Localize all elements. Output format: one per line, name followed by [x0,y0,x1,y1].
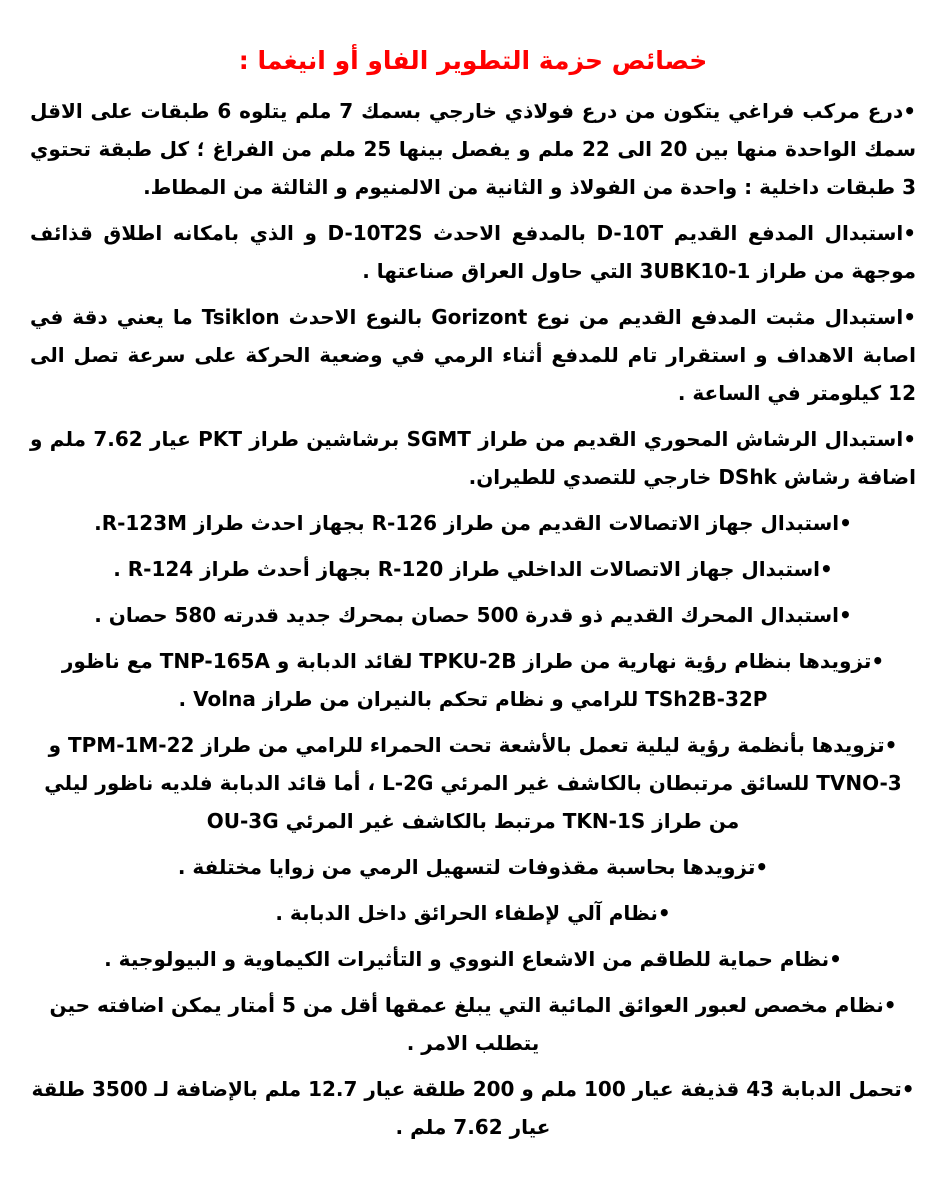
list-item-intercom: •استبدال جهاز الاتصالات الداخلي طراز R-120 بجهاز أحدث طراز R-124 . [113,557,833,581]
list-item-nbc-protection: •نظام حماية للطاقم من الاشعاع النووي و التأثيرات الكيماوية و البيولوجية . [104,947,842,971]
list-item-ballistic-computer: •تزويدها بحاسبة مقذوفات لتسهيل الرمي من زوايا مختلفة . [177,855,769,879]
list-item-stabilizer: •استبدال مثبت المدفع القديم من نوع Gorizont بالنوع الاحدث Tsiklon ما يعني دقة في اصابة الاهداف و استقرار تام للمدفع أثناء الرمي في وضعية الحركة على سرعة تصل الى 12 كيلومتر في الساعة . [30,305,916,405]
list-item-fire-suppression: •نظام آلي لإطفاء الحرائق داخل الدبابة . [275,901,671,925]
list-item-fording-kit: •نظام مخصص لعبور العوائق المائية التي يبلغ عمقها أقل من 5 أمتار يمكن اضافته حين يتطلب الامر . [49,993,897,1055]
list-item-day-sights: •تزويدها بنظام رؤية نهارية من طراز TPKU-2B لقائد الدبابة و TNP-165A مع ناظور TSh2B-32P للرامي و نظام تحكم بالنيران من طراز Volna . [61,649,885,711]
list-item-armor: •درع مركب فراغي يتكون من درع فولاذي خارجي بسمك 7 ملم يتلوه 6 طبقات على الاقل سمك الواحدة منها بين 20 الى 22 ملم و يفصل بينها 25 ملم من الفراغ ؛ كل طبقة تحتوي 3 طبقات داخلية : واحدة من الفولاذ و الثانية من الالمنيوم و الثالثة من المطاط. [30,99,916,199]
document-title: خصائص حزمة التطوير الفاو أو انيغما : [238,46,708,75]
list-item-night-sights: •تزويدها بأنظمة رؤية ليلية تعمل بالأشعة تحت الحمراء للرامي من طراز TPM-1M-22 و TVNO-3 للسائق مرتبطان بالكاشف غير المرئي L-2G ، أما قائد الدبابة فلديه ناظور ليلي من طراز TKN-1S مرتبط بالكاشف غير المرئي OU-3G [44,733,902,833]
list-item-engine: •استبدال المحرك القديم ذو قدرة 500 حصان بمحرك جديد قدرته 580 حصان . [94,603,852,627]
list-item-machine-guns: •استبدال الرشاش المحوري القديم من طراز SGMT برشاشين طراز PKT عيار 7.62 ملم و اضافة رشاش DShk خارجي للتصدي للطيران. [30,427,916,489]
list-item-ammunition: •تحمل الدبابة 43 قذيفة عيار 100 ملم و 200 طلقة عيار 12.7 ملم بالإضافة لـ 3500 طلقة عيار 7.62 ملم . [31,1077,915,1139]
list-item-radio: •استبدال جهاز الاتصالات القديم من طراز R-126 بجهاز احدث طراز R-123M. [94,511,852,535]
list-item-main-gun: •استبدال المدفع القديم D-10T بالمدفع الاحدث D-10T2S و الذي بامكانه اطلاق قذائف موجهة من طراز 3UBK10-1 التي حاول العراق صناعتها . [30,221,917,283]
